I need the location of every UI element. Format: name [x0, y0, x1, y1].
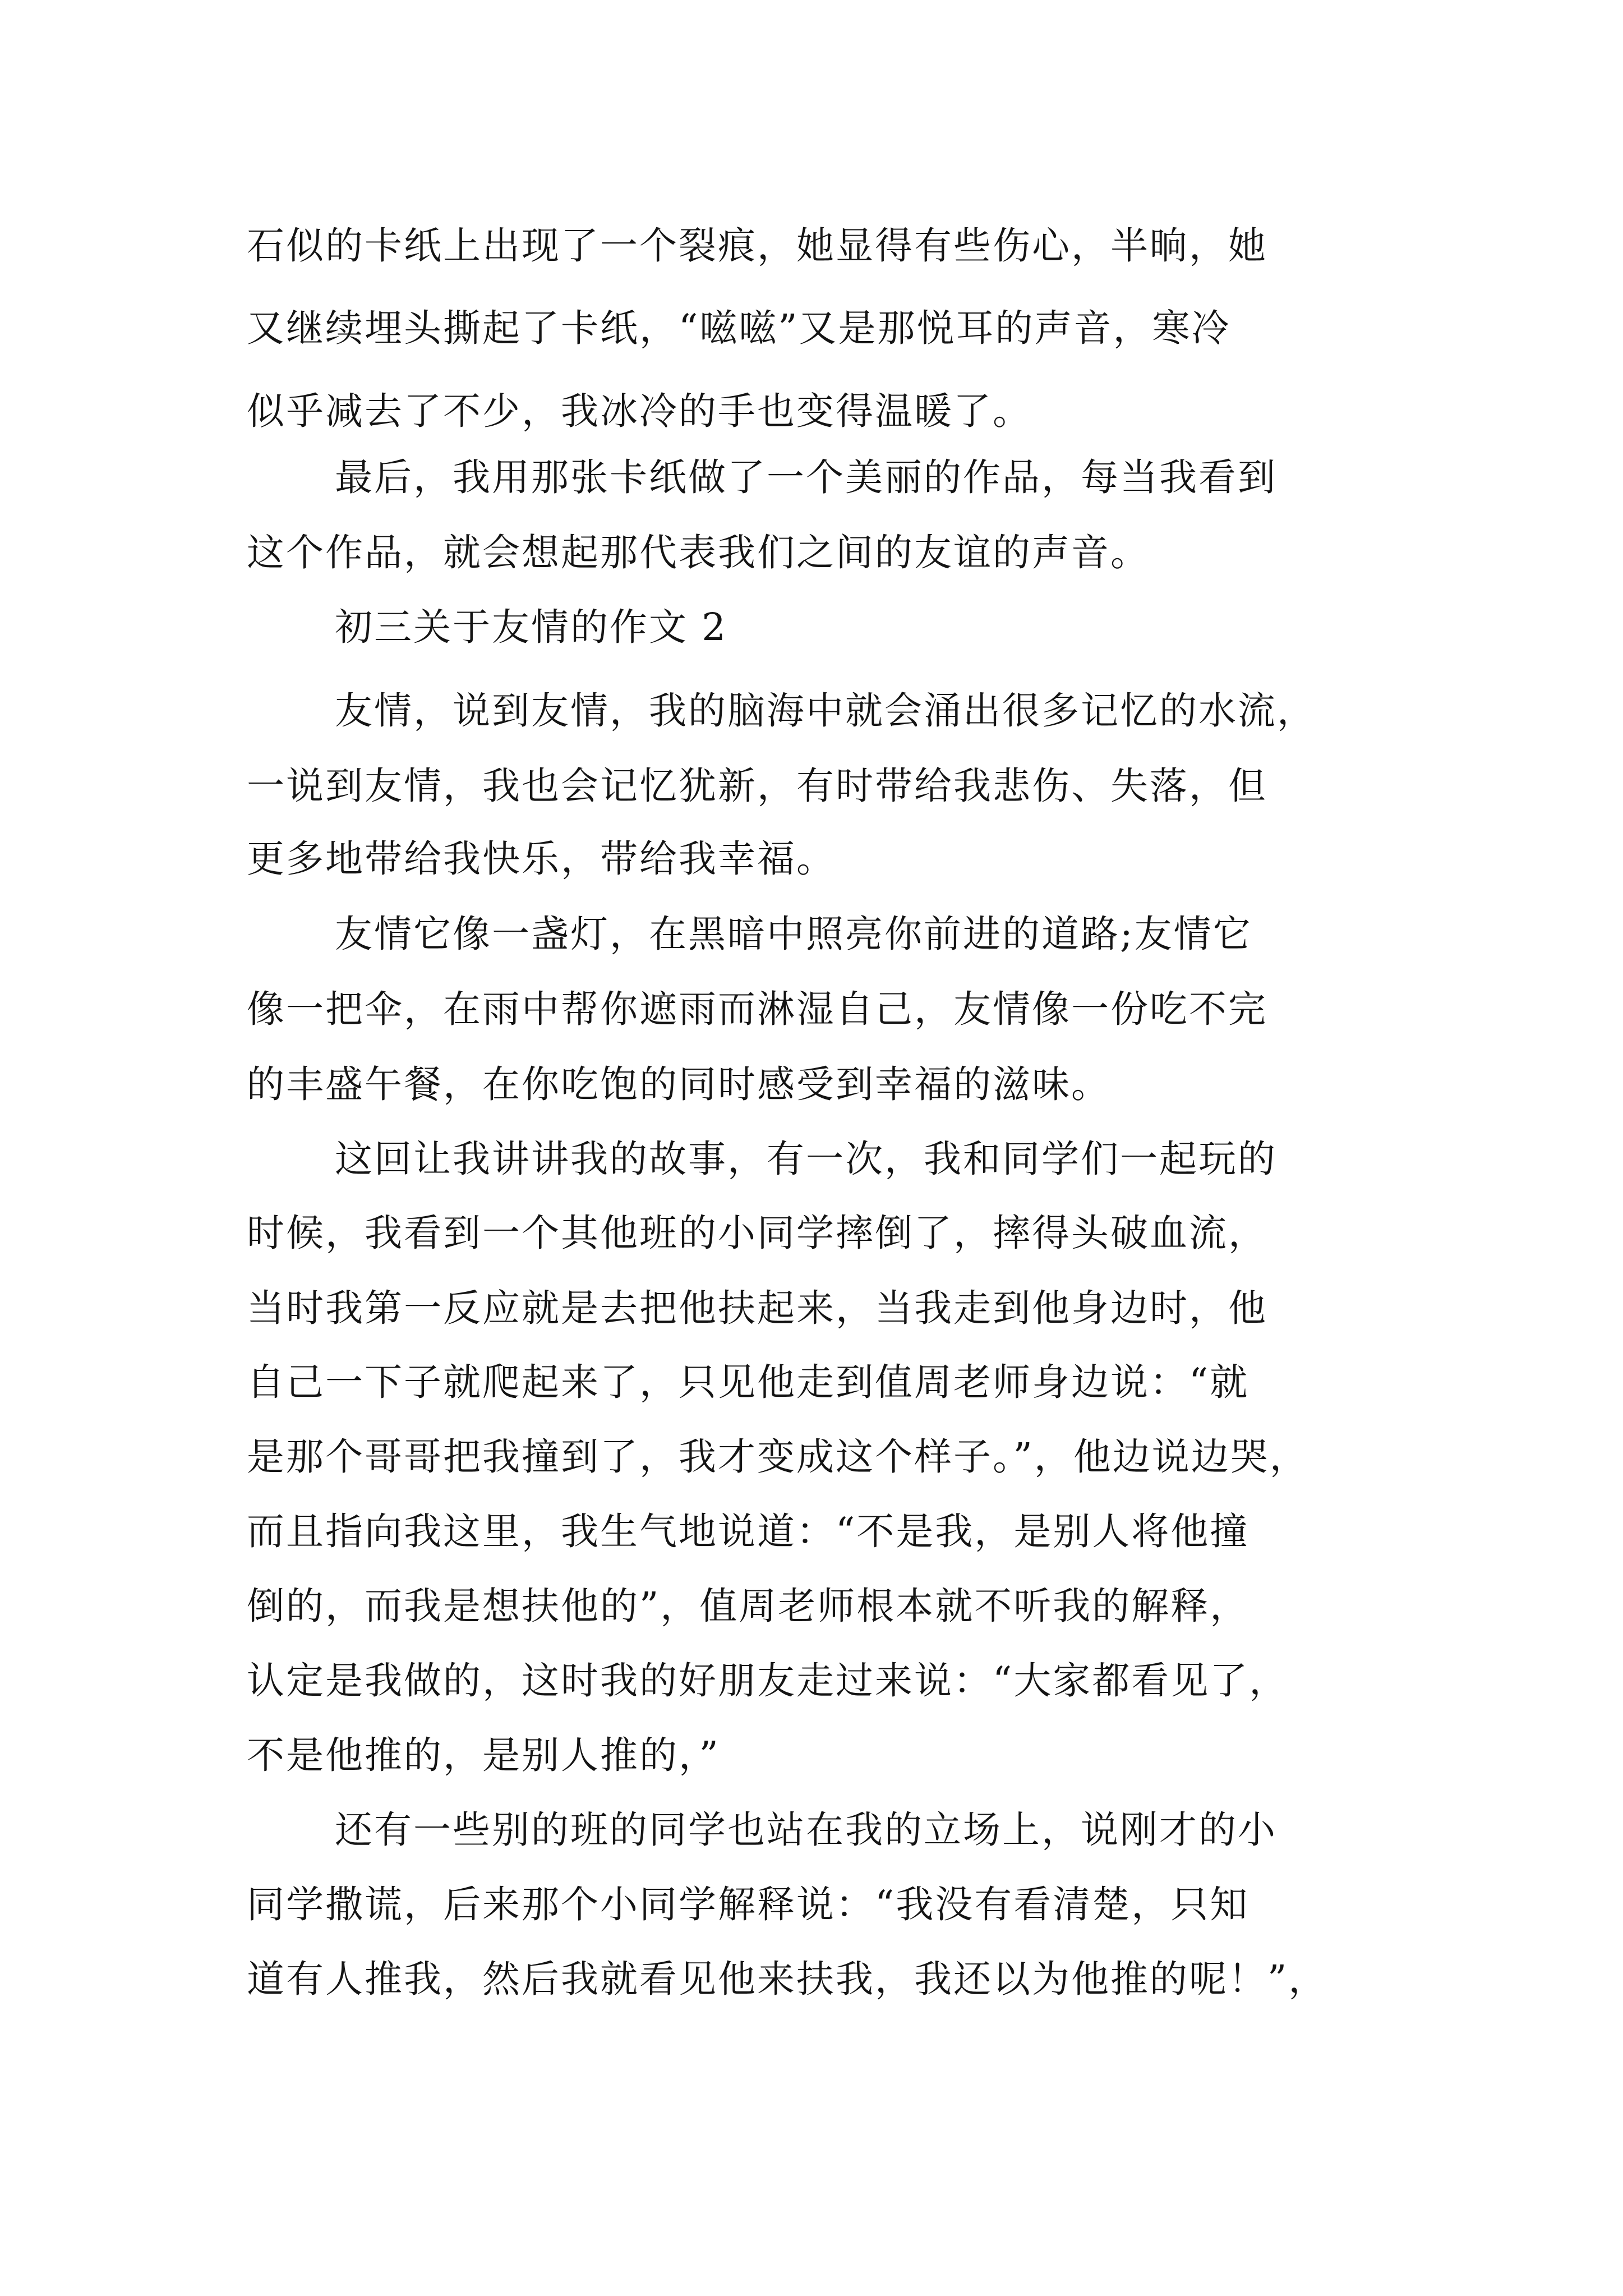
- text-line: 自己一下子就爬起来了，只见他走到值周老师身边说：“就: [247, 1360, 1249, 1404]
- section-heading: 初三关于友情的作文 2: [335, 605, 727, 649]
- text-line: 当时我第一反应就是去把他扶起来，当我走到他身边时，他: [247, 1286, 1267, 1330]
- paragraph-first-line: 这回让我讲讲我的故事，有一次，我和同学们一起玩的: [335, 1137, 1277, 1181]
- text-line: 倒的，而我是想扶他的”，值周老师根本就不听我的解释，: [247, 1584, 1249, 1628]
- text-line: 同学撒谎，后来那个小同学解释说：“我没有看清楚，只知: [247, 1883, 1249, 1926]
- text-line: 更多地带给我快乐，带给我幸福。: [247, 837, 836, 881]
- text-line: 道有人推我，然后我就看见他来扶我，我还以为他推的呢！”，: [247, 1957, 1328, 2001]
- paragraph-first-line: 最后，我用那张卡纸做了一个美丽的作品，每当我看到: [335, 455, 1277, 499]
- paragraph-first-line: 友情，说到友情，我的脑海中就会涌出很多记忆的水流，: [335, 689, 1316, 733]
- text-line: 又继续埋头撕起了卡纸，“嗞嗞”又是那悦耳的声音，寒冷: [247, 306, 1231, 350]
- text-line: 这个作品，就会想起那代表我们之间的友谊的声音。: [247, 531, 1150, 574]
- text-line: 的丰盛午餐，在你吃饱的同时感受到幸福的滋味。: [247, 1062, 1110, 1106]
- text-line: 一说到友情，我也会记忆犹新，有时带给我悲伤、失落，但: [247, 764, 1267, 808]
- text-line: 是那个哥哥把我撞到了，我才变成这个样子。”，他边说边哭，: [247, 1435, 1309, 1479]
- text-line: 石似的卡纸上出现了一个裂痕，她显得有些伤心，半晌，她: [247, 224, 1267, 268]
- paragraph-first-line: 还有一些别的班的同学也站在我的立场上，说刚才的小: [335, 1808, 1277, 1852]
- text-line: 像一把伞，在雨中帮你遮雨而淋湿自己，友情像一份吃不完: [247, 987, 1267, 1031]
- text-line: 似乎减去了不少，我冰冷的手也变得温暖了。: [247, 389, 1032, 433]
- paragraph-first-line: 友情它像一盏灯，在黑暗中照亮你前进的道路;友情它: [335, 912, 1252, 956]
- text-line: 而且指向我这里，我生气地说道：“不是我，是别人将他撞: [247, 1510, 1249, 1553]
- text-line: 时候，我看到一个其他班的小同学摔倒了，摔得头破血流，: [247, 1211, 1267, 1255]
- text-line: 认定是我做的，这时我的好朋友走过来说：“大家都看见了，: [247, 1659, 1289, 1703]
- text-line: 不是他推的，是别人推的，”: [247, 1733, 720, 1777]
